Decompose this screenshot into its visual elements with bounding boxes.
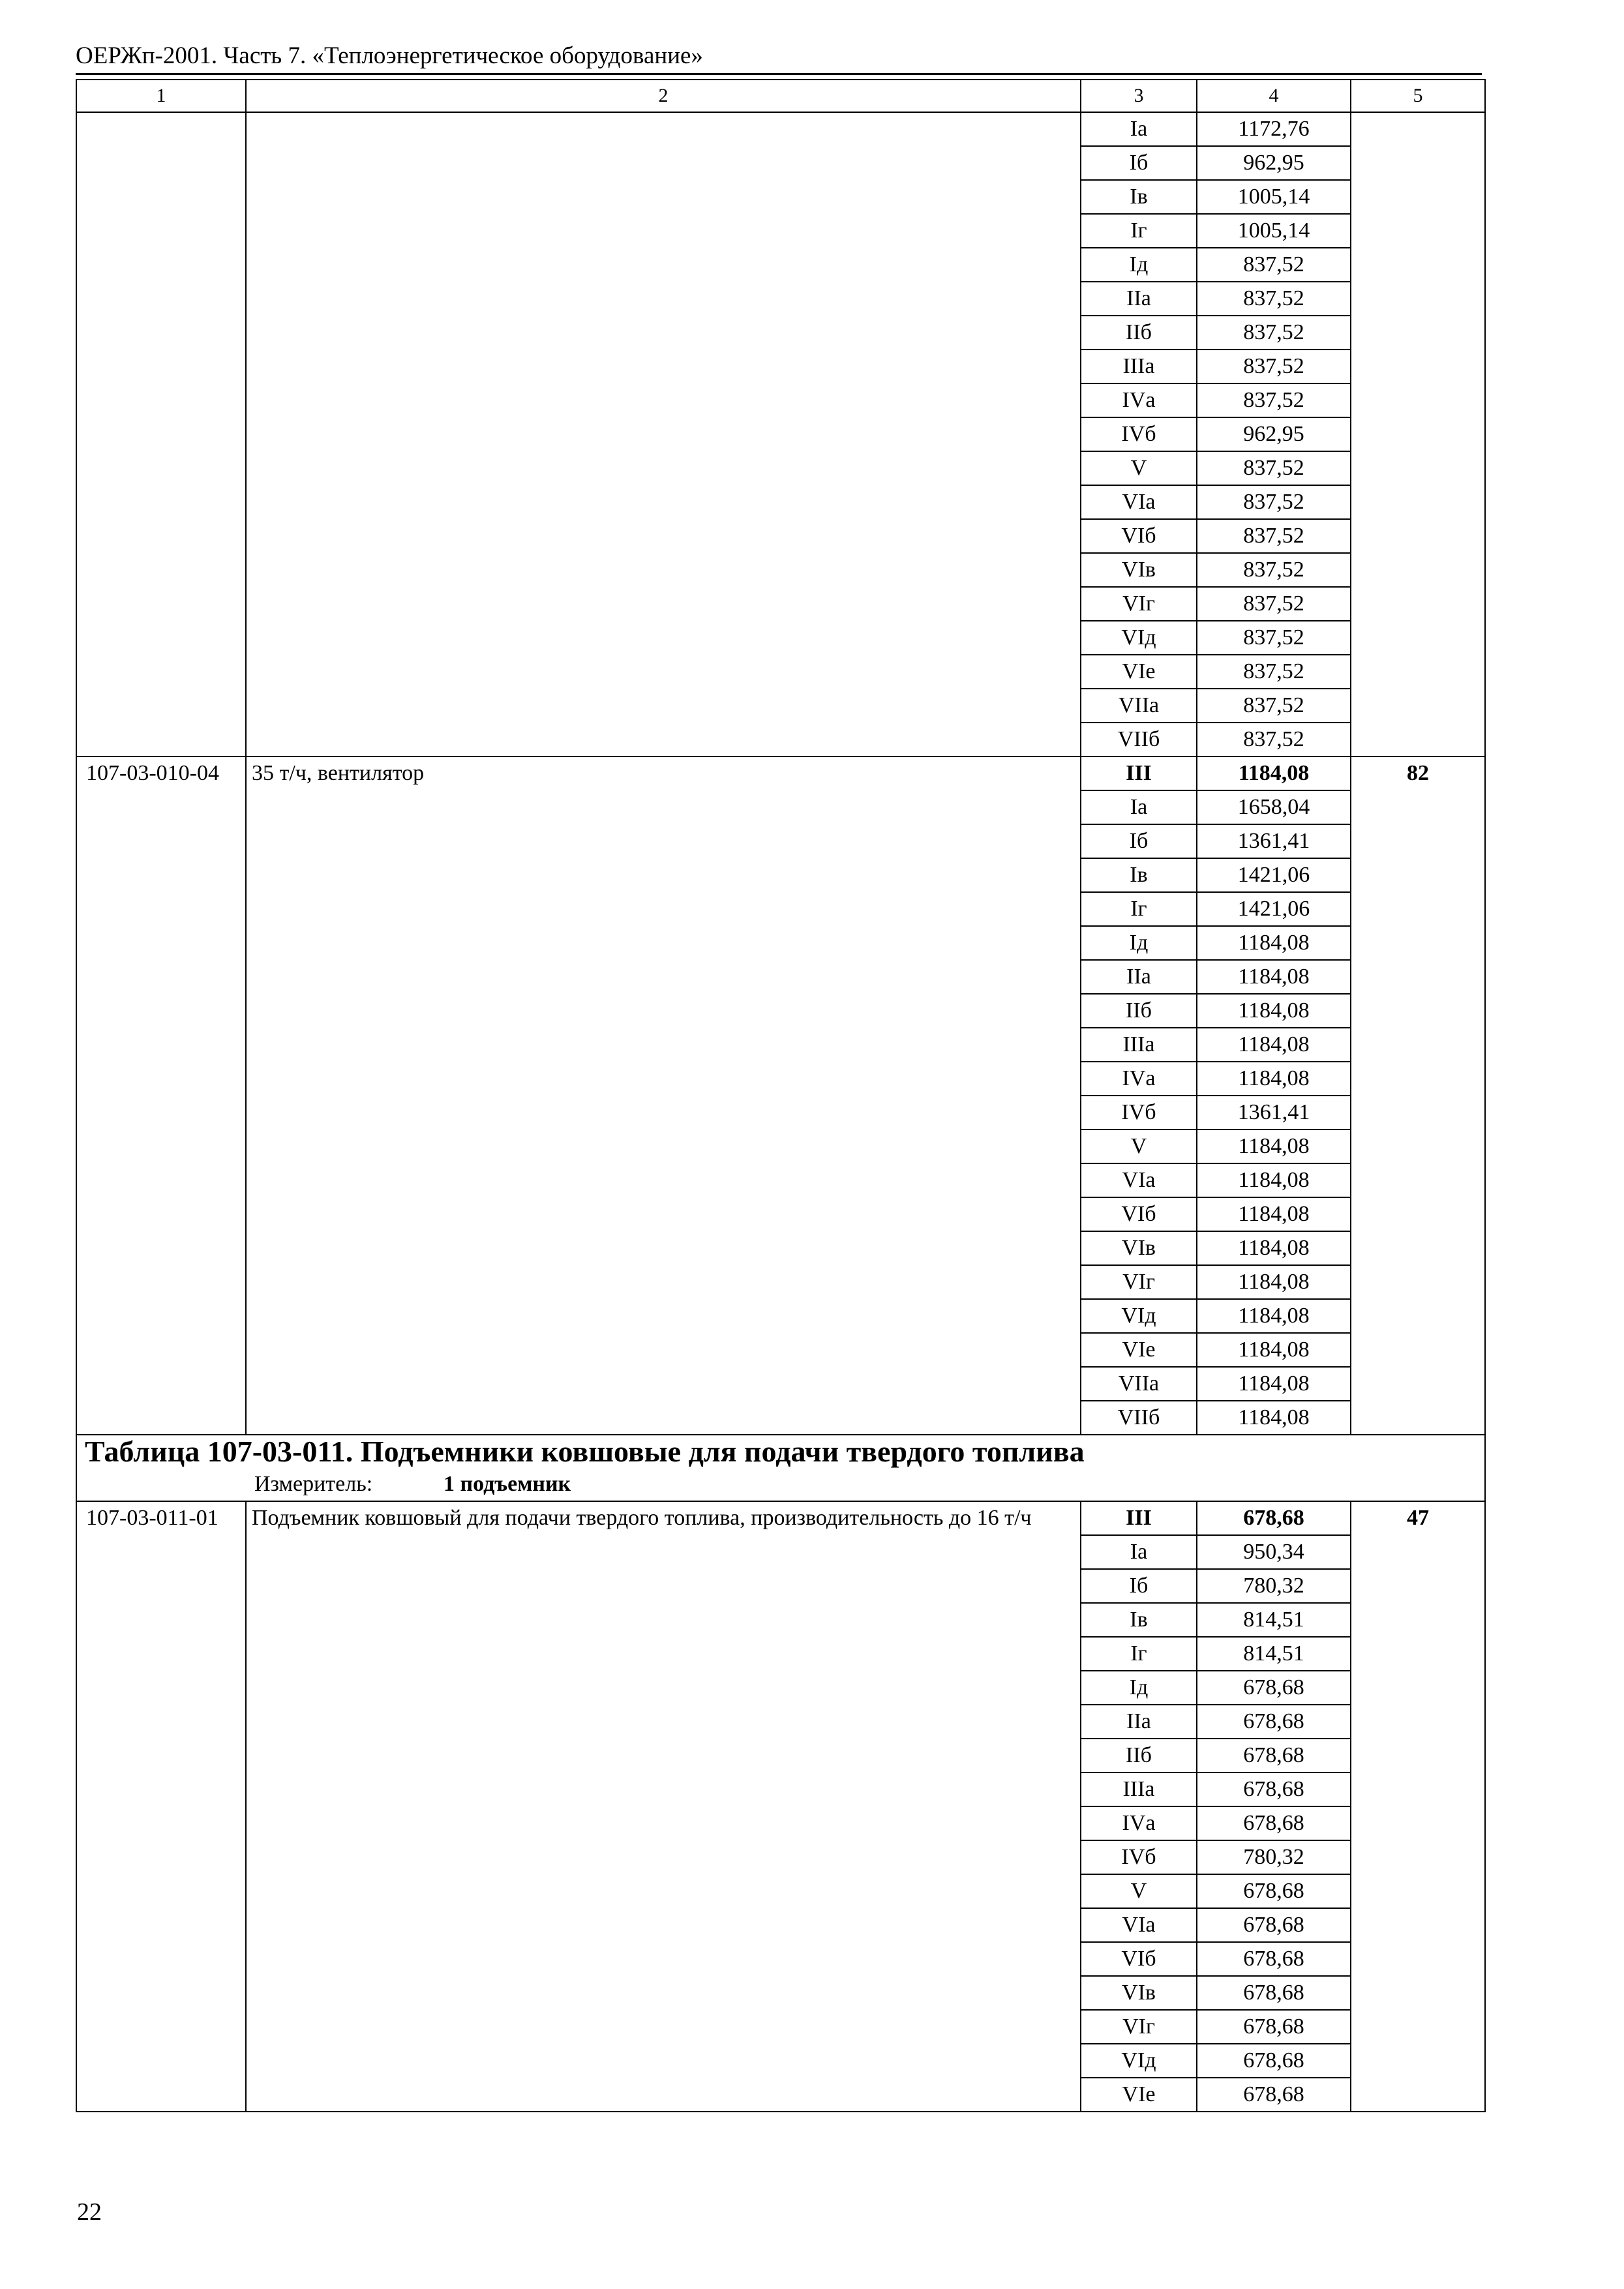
price-cell: 837,52 bbox=[1197, 350, 1351, 383]
price-cell: 1658,04 bbox=[1197, 790, 1351, 824]
extra-cell-empty bbox=[1351, 112, 1485, 756]
price-cell: 1184,08 bbox=[1197, 1197, 1351, 1231]
section-title-row bbox=[76, 1435, 1485, 1468]
zone-cell: Iд bbox=[1081, 1671, 1197, 1705]
price-cell: 1184,08 bbox=[1197, 1130, 1351, 1163]
price-cell: 950,34 bbox=[1197, 1535, 1351, 1569]
table-row bbox=[76, 756, 1485, 790]
column-number: 2 bbox=[246, 80, 1081, 112]
price-cell: 1184,08 bbox=[1197, 1367, 1351, 1401]
zone-cell: III bbox=[1081, 756, 1197, 790]
zone-cell: VIв bbox=[1081, 1231, 1197, 1265]
column-number: 5 bbox=[1351, 80, 1485, 112]
price-cell: 1184,08 bbox=[1197, 756, 1351, 790]
zone-cell: III bbox=[1081, 1501, 1197, 1535]
price-cell: 837,52 bbox=[1197, 316, 1351, 350]
zone-cell: VIб bbox=[1081, 1942, 1197, 1976]
price-cell: 678,68 bbox=[1197, 1739, 1351, 1773]
price-cell: 1184,08 bbox=[1197, 1299, 1351, 1333]
zone-cell: Iг bbox=[1081, 214, 1197, 248]
price-cell: 1184,08 bbox=[1197, 1028, 1351, 1062]
zone-cell: V bbox=[1081, 451, 1197, 485]
name-cell-empty bbox=[246, 112, 1081, 756]
item-extra-value: 47 bbox=[1351, 1501, 1485, 2112]
zone-cell: VIд bbox=[1081, 1299, 1197, 1333]
zone-cell: VIIа bbox=[1081, 689, 1197, 723]
column-number: 4 bbox=[1197, 80, 1351, 112]
code-cell-empty bbox=[76, 112, 246, 756]
price-cell: 962,95 bbox=[1197, 146, 1351, 180]
price-cell: 678,68 bbox=[1197, 2044, 1351, 2078]
zone-cell: IVа bbox=[1081, 1806, 1197, 1840]
zone-cell: Iа bbox=[1081, 112, 1197, 146]
price-cell: 837,52 bbox=[1197, 383, 1351, 417]
zone-cell: VIа bbox=[1081, 1163, 1197, 1197]
meter-cell bbox=[76, 1468, 1485, 1501]
price-cell: 837,52 bbox=[1197, 621, 1351, 655]
zone-cell: Iб bbox=[1081, 824, 1197, 858]
rates-table-body bbox=[76, 80, 1485, 2112]
zone-cell: IIб bbox=[1081, 316, 1197, 350]
item-name: 35 т/ч, вентилятор bbox=[246, 756, 1081, 1435]
item-extra-value: 82 bbox=[1351, 756, 1485, 1435]
zone-cell: IIIа bbox=[1081, 350, 1197, 383]
meter-value: 1 подъемник bbox=[444, 1472, 571, 1496]
zone-cell: Iг bbox=[1081, 892, 1197, 926]
price-cell: 1184,08 bbox=[1197, 1333, 1351, 1367]
zone-cell: VIд bbox=[1081, 621, 1197, 655]
price-cell: 678,68 bbox=[1197, 1806, 1351, 1840]
price-cell: 1184,08 bbox=[1197, 1401, 1351, 1435]
zone-cell: Iв bbox=[1081, 1603, 1197, 1637]
price-cell: 678,68 bbox=[1197, 1705, 1351, 1739]
price-cell: 837,52 bbox=[1197, 553, 1351, 587]
price-cell: 678,68 bbox=[1197, 1874, 1351, 1908]
price-cell: 678,68 bbox=[1197, 1773, 1351, 1806]
price-cell: 1184,08 bbox=[1197, 1062, 1351, 1096]
price-cell: 678,68 bbox=[1197, 1671, 1351, 1705]
price-cell: 678,68 bbox=[1197, 1942, 1351, 1976]
price-cell: 837,52 bbox=[1197, 519, 1351, 553]
price-cell: 1184,08 bbox=[1197, 1265, 1351, 1299]
zone-cell: IVа bbox=[1081, 1062, 1197, 1096]
page-number: 22 bbox=[77, 2198, 102, 2226]
zone-cell: VIIа bbox=[1081, 1367, 1197, 1401]
price-cell: 780,32 bbox=[1197, 1569, 1351, 1603]
zone-cell: Iд bbox=[1081, 248, 1197, 282]
zone-cell: VIд bbox=[1081, 2044, 1197, 2078]
price-cell: 1421,06 bbox=[1197, 892, 1351, 926]
price-cell: 837,52 bbox=[1197, 723, 1351, 756]
zone-cell: VIа bbox=[1081, 1908, 1197, 1942]
zone-cell: VIг bbox=[1081, 2010, 1197, 2044]
zone-cell: VIв bbox=[1081, 1976, 1197, 2010]
price-cell: 837,52 bbox=[1197, 282, 1351, 316]
price-cell: 814,51 bbox=[1197, 1637, 1351, 1671]
zone-cell: IVб bbox=[1081, 417, 1197, 451]
zone-cell: VIб bbox=[1081, 519, 1197, 553]
price-cell: 837,52 bbox=[1197, 248, 1351, 282]
zone-cell: IIа bbox=[1081, 960, 1197, 994]
zone-cell: VIе bbox=[1081, 1333, 1197, 1367]
price-cell: 1184,08 bbox=[1197, 1163, 1351, 1197]
zone-cell: VIIб bbox=[1081, 723, 1197, 756]
zone-cell: VIг bbox=[1081, 1265, 1197, 1299]
price-cell: 1184,08 bbox=[1197, 926, 1351, 960]
price-cell: 678,68 bbox=[1197, 1976, 1351, 2010]
price-cell: 837,52 bbox=[1197, 485, 1351, 519]
zone-cell: VIа bbox=[1081, 485, 1197, 519]
zone-cell: VIв bbox=[1081, 553, 1197, 587]
zone-cell: VIIб bbox=[1081, 1401, 1197, 1435]
zone-cell: Iб bbox=[1081, 146, 1197, 180]
price-cell: 1005,14 bbox=[1197, 180, 1351, 214]
price-cell: 1172,76 bbox=[1197, 112, 1351, 146]
zone-cell: IIа bbox=[1081, 1705, 1197, 1739]
price-cell: 837,52 bbox=[1197, 587, 1351, 621]
zone-cell: VIг bbox=[1081, 587, 1197, 621]
price-cell: 1184,08 bbox=[1197, 994, 1351, 1028]
zone-cell: Iв bbox=[1081, 180, 1197, 214]
column-number: 1 bbox=[76, 80, 246, 112]
price-cell: 837,52 bbox=[1197, 689, 1351, 723]
price-cell: 837,52 bbox=[1197, 655, 1351, 689]
zone-cell: IIа bbox=[1081, 282, 1197, 316]
price-cell: 678,68 bbox=[1197, 2078, 1351, 2112]
zone-cell: VIе bbox=[1081, 655, 1197, 689]
price-cell: 1005,14 bbox=[1197, 214, 1351, 248]
price-cell: 1361,41 bbox=[1197, 824, 1351, 858]
table-row bbox=[76, 1501, 1485, 1535]
column-number: 3 bbox=[1081, 80, 1197, 112]
item-code: 107-03-010-04 bbox=[76, 756, 246, 1435]
zone-cell: V bbox=[1081, 1130, 1197, 1163]
zone-cell: IIб bbox=[1081, 1739, 1197, 1773]
zone-cell: VIе bbox=[1081, 2078, 1197, 2112]
price-cell: 678,68 bbox=[1197, 1501, 1351, 1535]
price-cell: 1361,41 bbox=[1197, 1096, 1351, 1130]
price-cell: 814,51 bbox=[1197, 1603, 1351, 1637]
zone-cell: IVа bbox=[1081, 383, 1197, 417]
zone-cell: V bbox=[1081, 1874, 1197, 1908]
zone-cell: Iг bbox=[1081, 1637, 1197, 1671]
rates-table bbox=[76, 79, 1486, 2112]
zone-cell: Iд bbox=[1081, 926, 1197, 960]
section-meter-row bbox=[76, 1468, 1485, 1501]
price-cell: 1421,06 bbox=[1197, 858, 1351, 892]
item-name: Подъемник ковшовый для подачи твердого топлива, производительность до 16 т/ч bbox=[246, 1501, 1081, 2112]
zone-cell: Iа bbox=[1081, 1535, 1197, 1569]
zone-cell: IVб bbox=[1081, 1096, 1197, 1130]
zone-cell: IIб bbox=[1081, 994, 1197, 1028]
price-cell: 678,68 bbox=[1197, 1908, 1351, 1942]
page-header: ОЕРЖп-2001. Часть 7. «Теплоэнергетическое оборудование» bbox=[76, 40, 1482, 75]
zone-cell: VIб bbox=[1081, 1197, 1197, 1231]
price-cell: 678,68 bbox=[1197, 2010, 1351, 2044]
price-cell: 780,32 bbox=[1197, 1840, 1351, 1874]
meter-label: Измеритель: bbox=[254, 1472, 373, 1496]
item-code: 107-03-011-01 bbox=[76, 1501, 246, 2112]
table-row bbox=[76, 112, 1485, 146]
price-cell: 962,95 bbox=[1197, 417, 1351, 451]
price-cell: 1184,08 bbox=[1197, 960, 1351, 994]
zone-cell: IIIа bbox=[1081, 1028, 1197, 1062]
zone-cell: IVб bbox=[1081, 1840, 1197, 1874]
zone-cell: IIIа bbox=[1081, 1773, 1197, 1806]
price-cell: 1184,08 bbox=[1197, 1231, 1351, 1265]
price-cell: 837,52 bbox=[1197, 451, 1351, 485]
zone-cell: Iб bbox=[1081, 1569, 1197, 1603]
column-numbers-row bbox=[76, 80, 1485, 112]
zone-cell: Iа bbox=[1081, 790, 1197, 824]
section-title: Таблица 107-03-011. Подъемники ковшовые для подачи твердого топлива bbox=[76, 1435, 1485, 1468]
zone-cell: Iв bbox=[1081, 858, 1197, 892]
